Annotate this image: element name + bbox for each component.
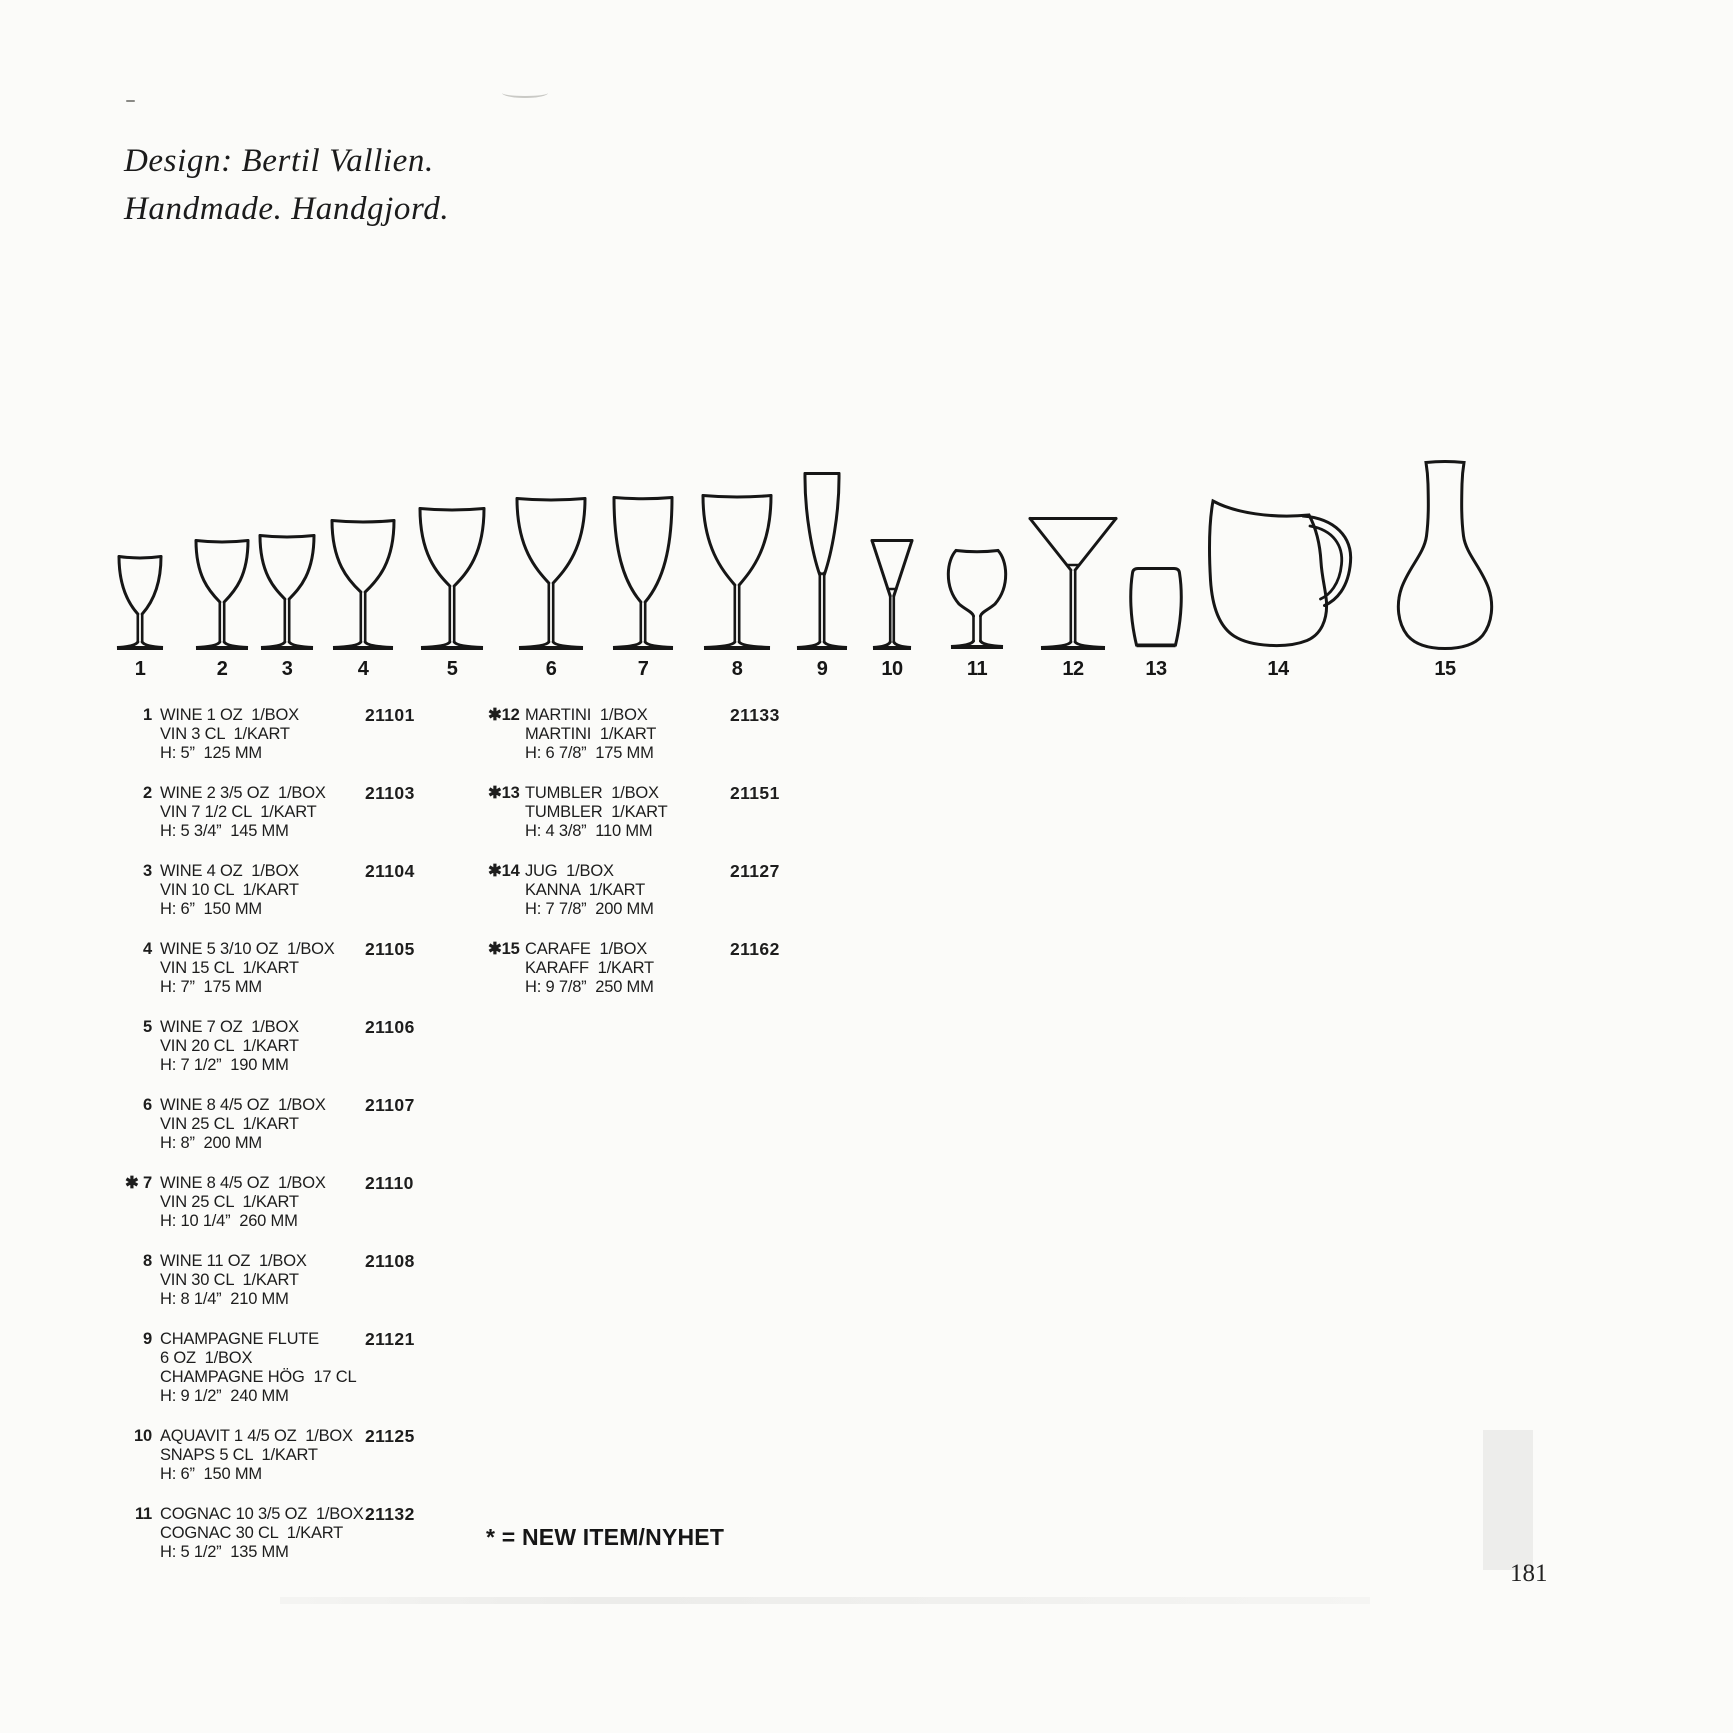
item-description-line: WINE 7 OZ 1/BOX [160,1018,299,1036]
new-item-footnote: * = NEW ITEM/NYHET [486,1524,725,1550]
item-description-line: KANNA 1/KART [525,881,645,899]
item-description-line: WINE 8 4/5 OZ 1/BOX [160,1174,326,1192]
handmade-line: Handmade. Handgjord. [124,191,450,227]
item-description-line: WINE 1 OZ 1/BOX [160,706,299,724]
item-description-line: MARTINI 1/KART [525,725,657,743]
glass-number-label: 7 [637,658,649,680]
tumbler-illustration [1127,564,1185,651]
glass-number-label: 13 [1145,658,1167,680]
wine-glass-2-illustration [192,536,252,651]
glass-number-label: 11 [966,658,988,680]
item-description-line: COGNAC 30 CL 1/KART [160,1524,344,1542]
glass-number-label: 3 [281,658,293,680]
item-number: 2 [143,784,152,802]
catalog-item-21133 [488,706,800,763]
catalog-item-21151 [488,784,800,841]
item-number: 6 [143,1096,152,1114]
item-description-line: CHAMPAGNE FLUTE [160,1330,319,1348]
item-code: 21104 [365,861,415,881]
item-code: 21105 [365,939,415,959]
catalog-item-21125 [120,1427,432,1484]
page-number: 181 [1510,1560,1548,1587]
item-number: 11 [134,1505,152,1523]
item-code: 21125 [365,1426,415,1446]
catalog-item-21106 [120,1018,432,1075]
glass-number-label: 6 [545,658,557,680]
wine-glass-7-illustration [610,493,676,651]
item-code: 21133 [730,705,780,725]
item-description-line: VIN 30 CL 1/KART [160,1271,299,1289]
item-description-line: SNAPS 5 CL 1/KART [160,1446,318,1464]
item-description-line: 6 OZ 1/BOX [160,1349,253,1367]
item-number: 3 [143,862,152,880]
item-number: ✱ 7 [125,1174,152,1192]
item-description-line: H: 4 3/8” 110 MM [525,822,653,840]
item-description-line: COGNAC 10 3/5 OZ 1/BOX [160,1505,364,1523]
item-number: ✱15 [488,940,520,958]
item-code: 21132 [365,1504,415,1524]
item-code: 21107 [365,1095,415,1115]
item-code: 21151 [730,783,780,803]
glass-number-label: 14 [1267,658,1289,680]
wine-glass-3-illustration [256,531,318,651]
catalog-item-21132 [120,1505,432,1562]
item-description-line: H: 10 1/4” 260 MM [160,1212,298,1230]
item-description-line: WINE 2 3/5 OZ 1/BOX [160,784,326,802]
item-code: 21106 [365,1017,415,1037]
item-description-line: WINE 4 OZ 1/BOX [160,862,299,880]
item-number: 8 [143,1252,152,1270]
item-code: 21103 [365,783,415,803]
item-number: 9 [143,1330,152,1348]
catalog-item-21103 [120,784,432,841]
item-number: ✱12 [488,706,520,724]
item-number: ✱14 [488,862,520,880]
item-description-line: JUG 1/BOX [525,862,614,880]
item-description-line: VIN 3 CL 1/KART [160,725,290,743]
catalog-item-21108 [120,1252,432,1309]
item-description-line: H: 9 1/2” 240 MM [160,1387,289,1405]
wine-glass-6-illustration [513,494,589,651]
glass-number-label: 8 [731,658,743,680]
glass-number-label: 10 [881,658,903,680]
item-description-line: AQUAVIT 1 4/5 OZ 1/BOX [160,1427,353,1445]
item-description-line: VIN 7 1/2 CL 1/KART [160,803,317,821]
item-description-line: WINE 5 3/10 OZ 1/BOX [160,940,335,958]
catalog-item-21101 [120,706,432,763]
item-description-line: WINE 11 OZ 1/BOX [160,1252,307,1270]
cognac-glass-illustration [942,546,1012,651]
catalog-item-21110 [120,1174,432,1231]
item-number: ✱13 [488,784,520,802]
catalog-item-21127 [488,862,800,919]
item-description-line: VIN 25 CL 1/KART [160,1115,299,1133]
item-description-line: VIN 20 CL 1/KART [160,1037,299,1055]
glass-number-label: 9 [816,658,828,680]
item-description-line: VIN 15 CL 1/KART [160,959,299,977]
item-description-line: H: 6” 150 MM [160,900,262,918]
item-description-line: H: 7 7/8” 200 MM [525,900,654,918]
designer-line: Design: Bertil Vallien. [124,143,434,179]
catalog-item-21104 [120,862,432,919]
glass-number-label: 4 [357,658,369,680]
item-description-line: VIN 10 CL 1/KART [160,881,299,899]
item-description-line: H: 5 1/2” 135 MM [160,1543,289,1561]
glass-number-label: 15 [1434,658,1456,680]
item-number: 5 [143,1018,152,1036]
item-description-line: H: 5 3/4” 145 MM [160,822,289,840]
item-description-line: TUMBLER 1/BOX [525,784,659,802]
catalog-item-21107 [120,1096,432,1153]
item-number: 10 [134,1427,152,1445]
scan-artifact-curve [502,88,548,98]
page-header [124,137,449,233]
catalog-item-21121 [120,1330,432,1406]
item-description-line: H: 6” 150 MM [160,1465,262,1483]
glass-number-label: 12 [1062,658,1084,680]
scan-artifact-bottom-edge [280,1597,1370,1604]
catalog-item-21162 [488,940,800,997]
item-code: 21162 [730,939,780,959]
aquavit-glass-illustration [868,536,916,651]
scan-artifact-dash [126,100,135,102]
martini-glass-illustration [1026,514,1120,651]
item-code: 21121 [365,1329,415,1349]
item-description-line: CARAFE 1/BOX [525,940,648,958]
item-code: 21101 [365,705,415,725]
scan-artifact-strip [1483,1430,1533,1570]
item-description-line: H: 5” 125 MM [160,744,262,762]
item-description-line: H: 9 7/8” 250 MM [525,978,654,996]
listing-column-left [120,706,432,1583]
champagne-flute-illustration [793,469,851,651]
wine-glass-1-illustration [113,552,167,651]
item-code: 21110 [365,1173,414,1193]
item-description-line: KARAFF 1/KART [525,959,654,977]
item-description-line: MARTINI 1/BOX [525,706,648,724]
item-code: 21127 [730,861,780,881]
listing-column-right [488,706,800,1018]
wine-glass-5-illustration [416,504,488,651]
item-description-line: H: 6 7/8” 175 MM [525,744,654,762]
item-number: 1 [143,706,152,724]
item-description-line: CHAMPAGNE HÖG 17 CL [160,1368,357,1386]
glass-number-label: 2 [216,658,228,680]
jug-illustration [1200,492,1356,652]
glass-number-label: 5 [446,658,458,680]
item-description-line: H: 7” 175 MM [160,978,262,996]
item-description-line: H: 8 1/4” 210 MM [160,1290,289,1308]
item-number: 4 [143,940,152,958]
item-description-line: WINE 8 4/5 OZ 1/BOX [160,1096,326,1114]
catalog-item-21105 [120,940,432,997]
item-description-line: TUMBLER 1/KART [525,803,668,821]
item-code: 21108 [365,1251,415,1271]
wine-glass-8-illustration [699,491,775,651]
glass-number-label: 1 [134,658,146,680]
wine-glass-4-illustration [328,516,398,651]
item-description-line: H: 7 1/2” 190 MM [160,1056,289,1074]
item-description-line: H: 8” 200 MM [160,1134,262,1152]
item-description-line: VIN 25 CL 1/KART [160,1193,299,1211]
carafe-illustration [1390,457,1500,654]
